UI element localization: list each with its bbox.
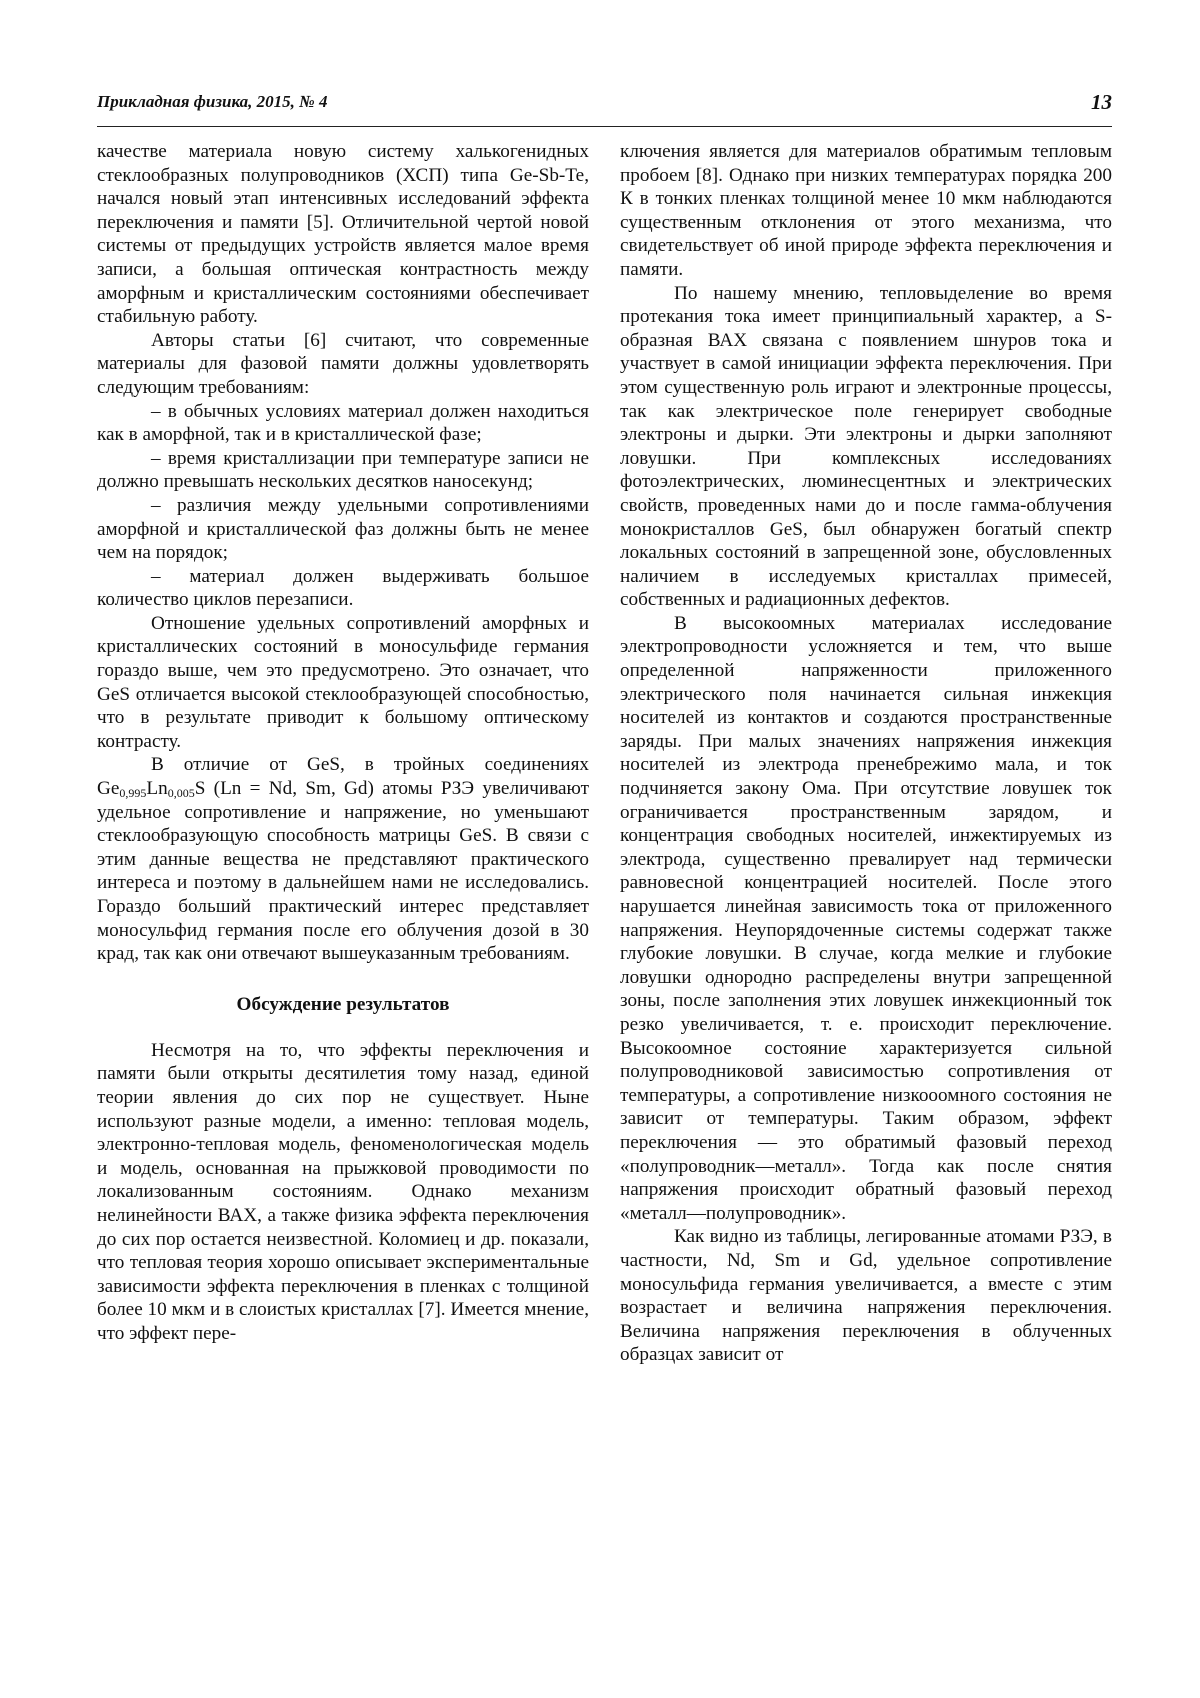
left-column	[97, 140, 589, 1346]
right-column	[620, 140, 1112, 1367]
text-run: Ln	[146, 778, 168, 800]
paragraph: Отношение удельных сопротивлений аморфных и кристаллических состояний в моносульфиде германия гораздо выше, чем это предусмотрено. Это означает, что GeS отличается высокой стеклообразующей способностью, что в результате приводит к большому оптическому контрасту.	[97, 612, 589, 752]
requirement-item: – материал должен выдерживать большое количество циклов перезаписи.	[97, 565, 589, 611]
paragraph: Как видно из таблицы, легированные атомами РЗЭ, в частности, Nd, Sm и Gd, удельное сопротивление моносульфида германия увеличивается, а вместе с этим возрастает и величина напряжения переключения. Величина напряжения переключения в облученных образцах зависит от	[620, 1226, 1112, 1366]
text-run: В отличие от GeS, в тройных соединениях Ge	[97, 754, 589, 800]
paragraph: качестве материала новую систему халькогенидных стеклообразных полупроводников (ХСП) типа Ge-Sb-Te, начался новый этап интенсивных исследований эффекта переключения и памяти [5]. Отличительной чертой новой системы от предыдущих устройств является малое время записи, а большая оптическая контрастность между аморфным и кристаллическим состояниями обеспечивает стабильную работу.	[97, 141, 589, 328]
paragraph: ключения является для материалов обратимым тепловым пробоем [8]. Однако при низких температурах порядка 200 К в тонких пленках толщиной менее 10 мкм наблюдаются существенным отклонения от этого механизма, что свидетельствует об иной природе эффекта переключения и памяти.	[620, 141, 1112, 280]
paragraph: Авторы статьи [6] считают, что современные материалы для фазовой памяти должны удовлетворять следующим требованиям:	[97, 329, 589, 398]
requirement-item: – время кристаллизации при температуре записи не должно превышать нескольких десятков наносекунд;	[97, 447, 589, 493]
section-heading: Обсуждение результатов	[236, 993, 450, 1015]
requirement-item: – в обычных условиях материал должен находиться как в аморфной, так и в кристаллической фазе;	[97, 400, 589, 446]
subscript: 0,005	[167, 786, 195, 801]
subscript: 0,995	[119, 786, 147, 801]
page-number: 13	[1091, 90, 1112, 114]
paragraph: Несмотря на то, что эффекты переключения и памяти были открыты десятилетия тому назад, единой теории явления до сих пор не существует. Ныне используют разные модели, а именно: тепловая модель, электронно-тепловая модель, феноменологическая модель и модель, основанная на прыжковой проводимости по локализованным состояниям. Однако механизм нелинейности ВАХ, а также физика эффекта переключения до сих пор остается неизвестной. Коломиец и др. показали, что тепловая теория хорошо описывает экспериментальные зависимости эффекта переключения в пленках с толщиной более 10 мкм и в слоистых кристаллах [7]. Имеется мнение, что эффект пере-	[97, 1039, 589, 1344]
running-header	[97, 90, 1112, 127]
paragraph: В высокоомных материалах исследование электропроводности усложняется и тем, что выше определенной напряженности приложенного электрического поля начинается сильная инжекция носителей из контактов и создаются пространственные заряды. При малых значениях напряжения инжекция носителей из электрода пренебрежимо мала, и ток подчиняется закону Ома. При отсутствие ловушек ток ограничивается пространственным зарядом, и концентрация свободных носителей, инжектируемых из электрода, существенно превалирует над термически равновесной концентрацией носителей. После этого нарушается линейная зависимость тока от приложенного напряжения. Неупорядоченные системы содержат также глубокие ловушки. В случае, когда мелкие и глубокие ловушки однородно распределены внутри запрещенной зоны, после заполнения этих ловушек инжекционный ток резко увеличивается, т. е. происходит переключение. Высокоомное состояние характеризуется сильной полупроводниковой зависимостью сопротивления от температуры, а сопротивление низкооомного состояния не зависит от температуры. Таким образом, эффект переключения — это обратимый фазовый переход «полупроводник—металл». Тогда как после снятия напряжения происходит обратный фазовый переход «металл—полупроводник».	[620, 612, 1112, 1224]
paragraph: По нашему мнению, тепловыделение во время протекания тока имеет принципиальный характер, а S-образная ВАХ связана с появлением шнуров тока и участвует в самой инициации эффекта переключения. При этом существенную роль играют и электронные процессы, так как электрическое поле генерирует свободные электроны и дырки. Эти электроны и дырки заполняют ловушки. При комплексных исследованиях фотоэлектрических, люминесцентных и электрических свойств, проведенных нами до и после гамма-облучения монокристаллов GeS, был обнаружен богатый спектр локальных состояний в запрещенной зоне, обусловленных наличием в исследуемых кристаллах примесей, собственных и радиационных дефектов.	[620, 282, 1112, 611]
requirement-item: – различия между удельными сопротивлениями аморфной и кристаллической фаз должны быть не менее чем на порядок;	[97, 494, 589, 564]
text-run: S (Ln = Nd, Sm, Gd) атомы РЗЭ увеличивают удельное сопротивление и напряжение, но уменьшают стеклообразующую способность матрицы GeS. В связи с этим данные вещества не представляют практического интереса и поэтому в дальнейшем нами не исследовались. Гораздо больший практический интерес представляет моносульфид германия после его облучения дозой в 30 крад, так как они отвечают вышеуказанным требованиям.	[97, 778, 589, 965]
paragraph-compound	[97, 753, 589, 965]
journal-title: Прикладная физика, 2015, № 4	[97, 92, 328, 111]
